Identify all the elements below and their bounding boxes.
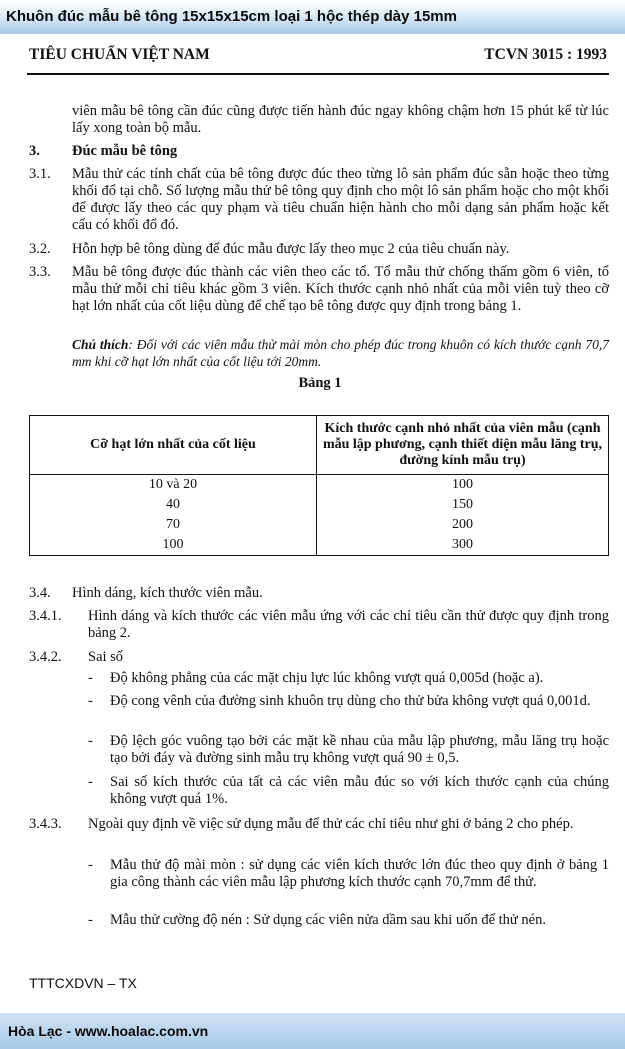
note-paragraph — [72, 336, 609, 370]
item-3-2-text: Hỗn hợp bê tông dùng để đúc mẫu được lấy theo mục 2 của tiêu chuẩn này. — [72, 241, 510, 257]
table-cell-size: 100 — [317, 475, 609, 496]
standard-country-heading: TIÊU CHUẨN VIỆT NAM — [29, 46, 210, 63]
item-3-4-number: 3.4. — [29, 585, 51, 601]
list-dash: - — [88, 693, 93, 709]
page-footer: TTTCXDVN – TX — [29, 975, 137, 991]
site-link[interactable]: Hòa Lạc - www.hoalac.com.vn — [8, 1023, 209, 1039]
item-3-3-text: Mẫu bê tông được đúc thành các viên theo các tổ. Tổ mẫu thử chống thấm gồm 6 viên, tổ mẫu thử mỗi chỉ tiêu khác gồm 3 viên. Kích thước cạnh nhỏ nhất của mỗi viên tuỳ theo cỡ hạt lớn nhất của cốt liệu dùng để chế tạo bê tông được quy định trong bảng 1. — [72, 264, 609, 314]
item-3-4-1-number: 3.4.1. — [29, 608, 62, 624]
item-3-4-2-number: 3.4.2. — [29, 649, 62, 665]
item-3-4-3-text: Ngoài quy định về việc sử dụng mẫu để thử các chỉ tiêu như ghi ở bảng 2 cho phép. — [88, 816, 574, 832]
tolerance-item: Sai số kích thước của tất cả các viên mẫu đúc so với kích thước cạnh của chúng không vượt quá 1%. — [110, 774, 609, 807]
section-3-title: Đúc mẫu bê tông — [72, 143, 178, 159]
list-dash: - — [88, 733, 93, 749]
table-cell-aggregate: 100 — [30, 535, 317, 556]
title-banner — [0, 0, 625, 34]
section-3-number: 3. — [29, 143, 40, 159]
item-3-4-1-text: Hình dáng và kích thước các viên mẫu ứng với các chỉ tiêu cần thử được quy định trong bảng 2. — [88, 608, 609, 641]
standard-code-heading: TCVN 3015 : 1993 — [484, 46, 607, 63]
intro-paragraph: viên mẫu bê tông cần đúc cũng được tiến hành đúc ngay không chậm hơn 15 phút kể từ lúc lấy xong toàn bộ mẫu. — [72, 103, 609, 136]
aggregate-size-table — [29, 415, 609, 556]
use-item: Mẫu thử độ mài mòn : sử dụng các viên kích thước lớn đúc theo quy định ở bảng 1 gia công thành các viên mẫu lập phương kích thước cạnh 70,7mm để thử. — [110, 857, 609, 890]
item-3-3-number: 3.3. — [29, 264, 51, 280]
list-dash: - — [88, 774, 93, 790]
table-header-specimen-size: Kích thước cạnh nhỏ nhất của viên mẫu (cạnh mẫu lập phương, cạnh thiết diện mẫu lăng trụ, đường kính mẫu trụ) — [317, 416, 609, 475]
table-row — [30, 495, 609, 515]
table-cell-aggregate: 10 và 20 — [30, 475, 317, 496]
table-header-row — [30, 416, 609, 475]
item-3-1-number: 3.1. — [29, 166, 51, 182]
table-row — [30, 535, 609, 556]
header-rule — [27, 73, 609, 75]
table-cell-aggregate: 40 — [30, 495, 317, 515]
table-header-aggregate: Cỡ hạt lớn nhất của cốt liệu — [30, 416, 317, 475]
item-3-4-text: Hình dáng, kích thước viên mẫu. — [72, 585, 263, 601]
note-text: : Đối với các viên mẫu thử mài mòn cho phép đúc trong khuôn có kích thước cạnh 70,7 mm khi cỡ hạt lớn nhất của cốt liệu tới 20mm. — [72, 337, 609, 369]
table-row — [30, 515, 609, 535]
table-cell-size: 200 — [317, 515, 609, 535]
table-cell-size: 300 — [317, 535, 609, 556]
table-cell-size: 150 — [317, 495, 609, 515]
item-3-2-number: 3.2. — [29, 241, 51, 257]
table-cell-aggregate: 70 — [30, 515, 317, 535]
use-item: Mẫu thử cường độ nén : Sử dụng các viên nửa dầm sau khi uốn để thử nén. — [110, 912, 546, 928]
site-banner — [0, 1013, 625, 1049]
tolerance-item: Độ không phẳng của các mặt chịu lực lúc không vượt quá 0,005d (hoặc a). — [110, 670, 544, 686]
item-3-4-2-text: Sai số — [88, 649, 124, 665]
table-title: Bảng 1 — [298, 375, 342, 391]
item-3-1-text: Mẫu thử các tính chất của bê tông được đúc theo từng lô sản phẩm đúc sẵn hoặc theo từng khối đổ tại chỗ. Số lượng mẫu thử bê tông quy định cho một lô sản phẩm hoặc cho một khối để được lấy theo các quy phạm và tiêu chuẩn hiện hành cho mỗi dạng sản phẩm hoặc kết cấu có khối đổ đó. — [72, 166, 609, 233]
tolerance-item: Độ cong vênh của đường sinh khuôn trụ dùng cho thử bửa không vượt quá 0,001d. — [110, 693, 591, 709]
list-dash: - — [88, 912, 93, 928]
tolerance-item: Độ lệch góc vuông tạo bởi các mặt kề nhau của mẫu lập phương, mẫu lăng trụ hoặc tạo bởi đáy và đường sinh mẫu trụ không vượt quá 90 ± 0,5. — [110, 733, 609, 766]
table-row — [30, 475, 609, 496]
list-dash: - — [88, 857, 93, 873]
list-dash: - — [88, 670, 93, 686]
note-label: Chú thích — [72, 337, 129, 352]
item-3-4-3-number: 3.4.3. — [29, 816, 62, 832]
banner-title: Khuôn đúc mẫu bê tông 15x15x15cm loại 1 hộc thép dày 15mm — [6, 8, 457, 25]
